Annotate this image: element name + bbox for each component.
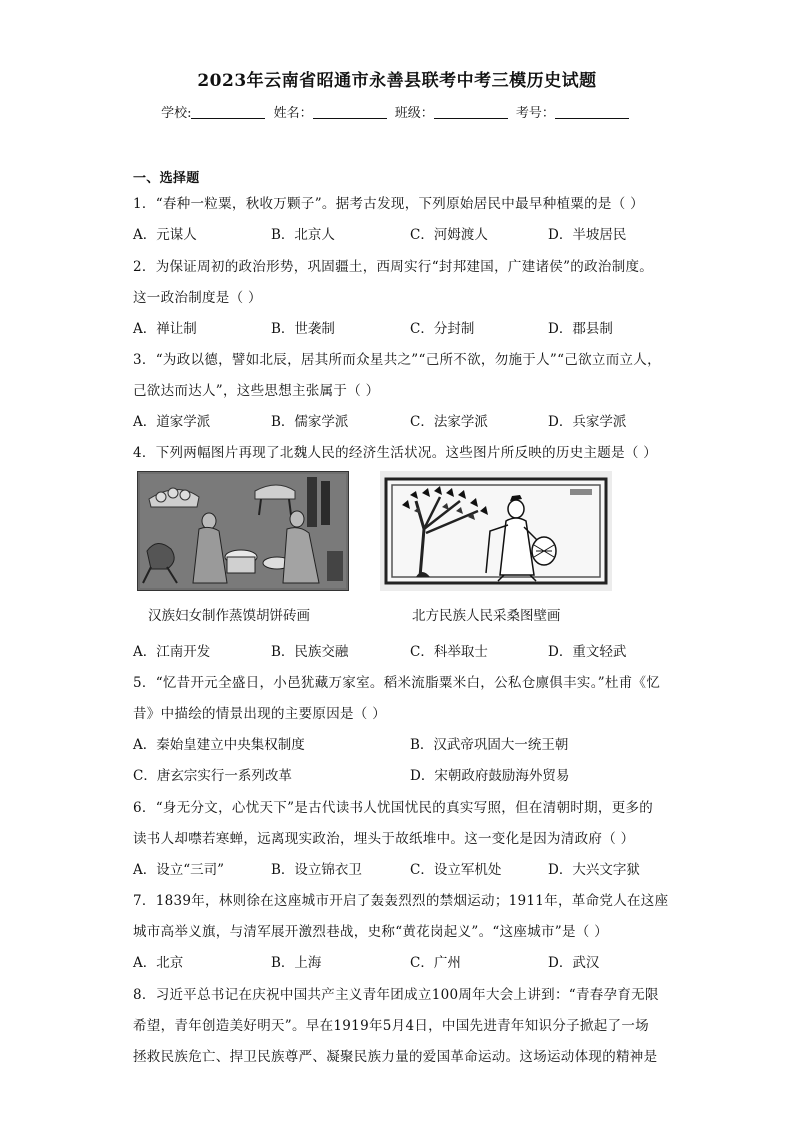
question-4-text: 4．下列两幅图片再现了北魏人民的经济生活状况。这些图片所反映的历史主题是（ ） [133,445,658,461]
figure-caption-left: 汉族妇女制作蒸馍胡饼砖画 [148,608,310,624]
question-6-text-cont: 读书人却噤若寒蝉，远离现实政治，埋头于故纸堆中。这一变化是因为清政府（ ） [133,831,635,847]
school-label: 学校: [161,106,192,121]
option-b[interactable]: B．上海 [271,955,322,971]
question-1-options [133,223,693,243]
class-blank[interactable] [434,106,508,119]
option-c[interactable]: C．广州 [410,955,461,971]
section-title: 一、选择题 [133,171,200,186]
option-c[interactable]: C．分封制 [410,321,475,337]
question-3-text: 3．“为政以德，譬如北辰，居其所而众星共之”“己所不欲，勿施于人”“己欲立而立人， [133,352,661,368]
question-2-text: 2．为保证周初的政治形势，巩固疆土，西周实行“封邦建国，广建诸侯”的政治制度。 [133,259,654,275]
option-d[interactable]: D．重文轻武 [548,644,627,660]
question-1-text: 1．“春种一粒粟，秋收万颗子”。据考古发现，下列原始居民中最早种植粟的是（ ） [133,196,644,212]
question-3-options [133,410,693,430]
exam-number-blank[interactable] [555,106,629,119]
figure-caption-right: 北方民族人民采桑图壁画 [412,608,561,624]
option-d[interactable]: D．郡县制 [548,321,613,337]
option-a[interactable]: A．秦始皇建立中央集权制度 [133,737,305,753]
question-6-text: 6．“身无分文，心忧天下”是古代读书人忧国忧民的真实写照，但在清朝时期，更多的 [133,800,654,816]
question-2-options [133,317,693,337]
option-b[interactable]: B．儒家学派 [271,414,349,430]
exam-number-label: 考号： [515,106,555,121]
name-blank[interactable] [313,106,387,119]
question-5-options-row-2 [133,764,693,784]
option-c[interactable]: C．河姆渡人 [410,227,488,243]
question-2-text-cont: 这一政治制度是（ ） [133,290,262,306]
option-b[interactable]: B．民族交融 [271,644,349,660]
option-c[interactable]: C．法家学派 [410,414,488,430]
exam-title: 2023年云南省昭通市永善县联考中考三模历史试题 [197,71,597,91]
mulberry-mural-image [380,471,612,591]
question-5-text-cont: 昔》中描绘的情景出现的主要原因是（ ） [133,706,386,722]
option-d[interactable]: D．半坡居民 [548,227,627,243]
option-a[interactable]: A．设立“三司” [133,862,225,878]
option-d[interactable]: D．大兴文字狱 [548,862,640,878]
option-a[interactable]: A．江南开发 [133,644,211,660]
class-label: 班级： [394,106,434,121]
question-3-text-cont: 己欲达而达人”，这些思想主张属于（ ） [133,383,380,399]
option-d[interactable]: D．宋朝政府鼓励海外贸易 [410,768,570,784]
option-d[interactable]: D．武汉 [548,955,600,971]
option-a[interactable]: A．禅让制 [133,321,197,337]
question-5-text: 5．“忆昔开元全盛日，小邑犹藏万家室。稻米流脂粟米白，公私仓廪俱丰实。”杜甫《忆 [133,675,661,691]
question-5-options-row-1 [133,733,693,753]
question-7-options [133,951,693,971]
option-b[interactable]: B．汉武帝巩固大一统王朝 [410,737,569,753]
question-6-options [133,858,693,878]
student-info-row [0,102,794,121]
option-b[interactable]: B．设立锦衣卫 [271,862,362,878]
option-b[interactable]: B．北京人 [271,227,335,243]
option-a[interactable]: A．元谋人 [133,227,197,243]
question-7-text-cont: 城市高举义旗，与清军展开激烈巷战，史称“黄花岗起义”。“这座城市”是（ ） [133,924,608,940]
school-blank[interactable] [191,106,265,119]
option-a[interactable]: A．道家学派 [133,414,211,430]
brick-painting-image [137,471,349,591]
option-c[interactable]: C．设立军机处 [410,862,502,878]
option-c[interactable]: C．科举取士 [410,644,488,660]
option-b[interactable]: B．世袭制 [271,321,335,337]
name-label: 姓名： [273,106,313,121]
option-a[interactable]: A．北京 [133,955,184,971]
question-8-text-cont-2: 拯救民族危亡、捍卫民族尊严、凝聚民族力量的爱国革命运动。这场运动体现的精神是 [133,1049,658,1065]
question-8-text-cont-1: 希望，青年创造美好明天”。早在1919年5月4日，中国先进青年知识分子掀起了一场 [133,1018,649,1034]
question-4-options [133,640,693,660]
option-d[interactable]: D．兵家学派 [548,414,627,430]
option-c[interactable]: C．唐玄宗实行一系列改革 [133,768,292,784]
question-7-text: 7．1839年，林则徐在这座城市开启了轰轰烈烈的禁烟运动；1911年，革命党人在这座 [133,893,669,909]
question-8-text: 8．习近平总书记在庆祝中国共产主义青年团成立100周年大会上讲到：“青春孕育无限 [133,987,659,1003]
